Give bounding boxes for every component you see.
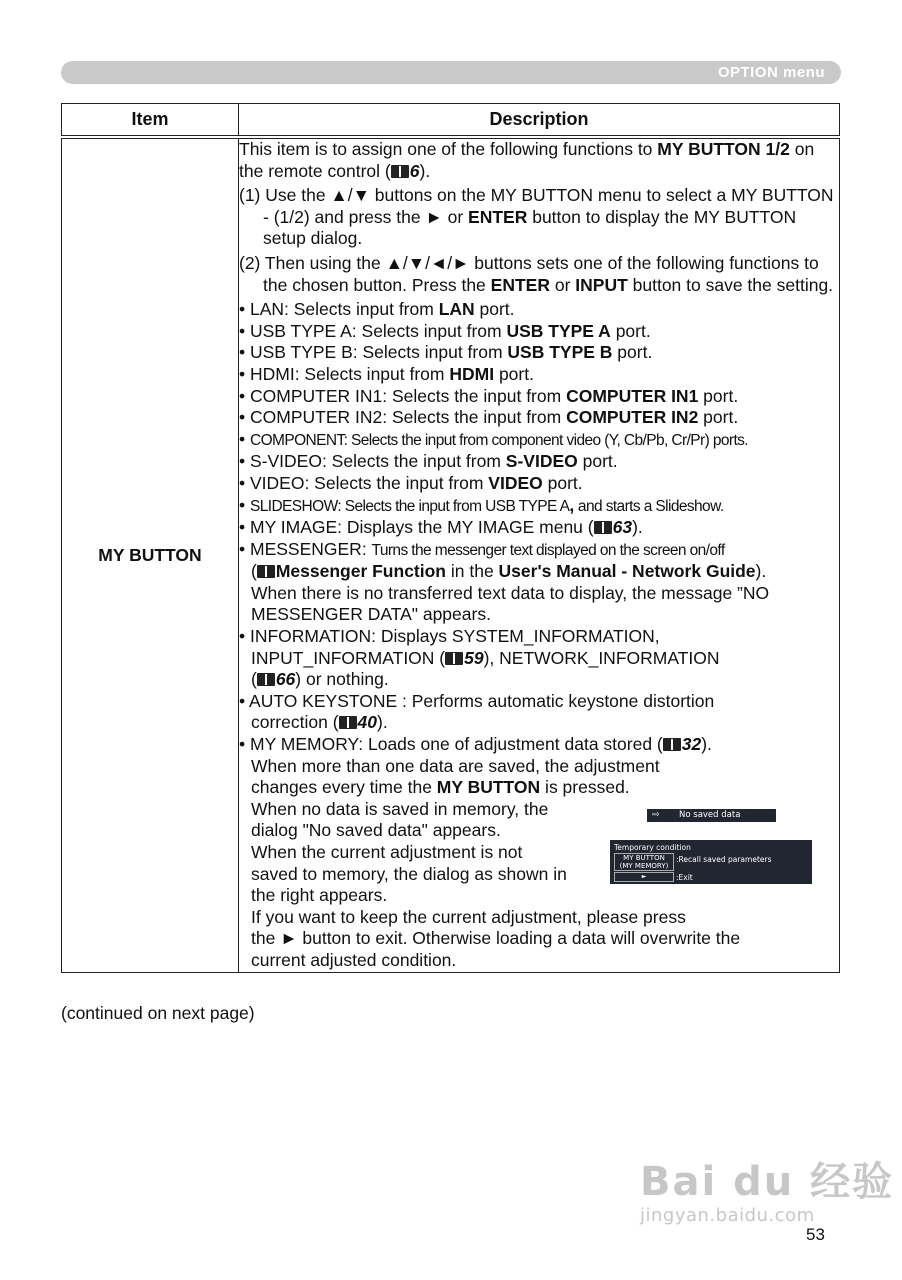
bullet-usb-type-a: • USB TYPE A: Selects input from USB TYPE A port. xyxy=(239,320,651,341)
page-reference-link[interactable]: 32 xyxy=(681,734,702,755)
exit-button[interactable]: ► xyxy=(614,872,674,882)
page-reference-link[interactable]: 59 xyxy=(464,647,484,668)
recall-label: :Recall saved parameters xyxy=(676,854,772,864)
bullet-computer-in1: • COMPUTER IN1: Selects the input from COMPUTER IN1 port. xyxy=(239,385,739,406)
bullet-component: • COMPONENT: Selects the input from component video (Y, Cb/Pb, Cr/Pr) ports. xyxy=(239,428,749,449)
description-column-header: Description xyxy=(239,104,840,138)
book-icon xyxy=(391,165,409,178)
bullet-usb-type-b: • USB TYPE B: Selects input from USB TYPE B port. xyxy=(239,342,653,363)
bullet-slideshow: • SLIDESHOW: Selects the input from USB TYPE A, and starts a Slideshow. xyxy=(239,494,724,515)
no-saved-data-text: No saved data xyxy=(679,809,741,820)
step-2: (2) Then using the ▲/▼/◄/► buttons sets one of the following functions to the chosen button. Press the ENTER or INPUT button to save the setting. xyxy=(239,252,834,295)
page-reference-link[interactable]: 6 xyxy=(409,160,420,181)
book-icon xyxy=(339,716,357,729)
my-button-recall-button[interactable]: MY BUTTON (MY MEMORY) xyxy=(614,853,674,871)
continued-note: (continued on next page) xyxy=(61,1003,255,1023)
intro-paragraph: This item is to assign one of the following functions to MY BUTTON 1/2 on the remote control ( 6). xyxy=(239,139,815,181)
item-column-header: Item xyxy=(62,104,239,138)
watermark-brand: Bai du 经验 xyxy=(640,1159,895,1205)
bullet-video: • VIDEO: Selects the input from VIDEO port. xyxy=(239,472,583,493)
bullet-my-memory: • MY MEMORY: Loads one of adjustment data stored ( 32). When more than one data are saved, the adjustment changes every time the MY BUTTON is pressed. When no data is saved in memory, the dialog "No saved data" appears. When the current adjustment is not saved to memory, the dialog as shown in the right appears. ⇨ No saved data Temporary condition MY BUTTON (MY MEMORY) :Recall saved parameters ► :Exit If you want to keep the current adjustment, please press the ► button to exit. Otherwise loading a data will overwrite the current adjusted condition. xyxy=(239,734,839,972)
book-icon xyxy=(257,673,275,686)
bullet-auto-keystone: • AUTO KEYSTONE : Performs automatic keystone distortion correction ( 40). xyxy=(239,690,715,733)
manual-reference-link[interactable]: Messenger Function xyxy=(275,561,446,582)
exit-label: :Exit xyxy=(676,872,693,882)
temporary-condition-dialog xyxy=(610,840,812,884)
book-icon xyxy=(594,521,612,534)
page-number: 53 xyxy=(806,1225,825,1244)
book-icon xyxy=(445,652,463,665)
page-reference-link[interactable]: 40 xyxy=(357,712,377,733)
description-cell xyxy=(239,137,840,972)
bullet-lan: • LAN: Selects input from LAN port. xyxy=(239,299,515,320)
table-row xyxy=(62,137,840,972)
dialog-title: Temporary condition xyxy=(614,842,691,852)
no-saved-data-dialog xyxy=(647,809,776,822)
bullet-hdmi: • HDMI: Selects input from HDMI port. xyxy=(239,363,534,384)
bullet-information: • INFORMATION: Displays SYSTEM_INFORMATION, INPUT_INFORMATION ( 59), NETWORK_INFORMATION ( 66) or nothing. xyxy=(239,626,720,690)
section-header-bar xyxy=(61,61,841,84)
bullet-messenger: • MESSENGER: Turns the messenger text displayed on the screen on/off ( Messenger Function in the User's Manual - Network Guide). When there is no transferred text data to display, the message ”NO MESSENGER DATA" appears. xyxy=(239,538,770,625)
book-icon xyxy=(257,565,275,578)
item-name: MY BUTTON xyxy=(62,137,239,972)
watermark xyxy=(640,1150,894,1226)
step-1: (1) Use the ▲/▼ buttons on the MY BUTTON menu to select a MY BUTTON - (1/2) and press the ► or ENTER button to display the MY BUTTON setup dialog. xyxy=(239,185,834,249)
bullet-computer-in2: • COMPUTER IN2: Selects the input from COMPUTER IN2 port. xyxy=(239,407,739,428)
section-title: OPTION menu xyxy=(717,64,825,81)
bullet-my-image: • MY IMAGE: Displays the MY IMAGE menu ( 63). xyxy=(239,517,643,538)
book-icon xyxy=(663,738,681,751)
bullet-s-video: • S-VIDEO: Selects the input from S-VIDEO port. xyxy=(239,451,618,472)
watermark-site: jingyan.baidu.com xyxy=(640,1205,815,1226)
arrow-right-icon: ⇨ xyxy=(652,809,660,820)
page-reference-link[interactable]: 66 xyxy=(275,669,296,690)
page-reference-link[interactable]: 63 xyxy=(612,517,633,538)
option-table xyxy=(61,103,840,973)
table-header-row xyxy=(62,104,840,138)
